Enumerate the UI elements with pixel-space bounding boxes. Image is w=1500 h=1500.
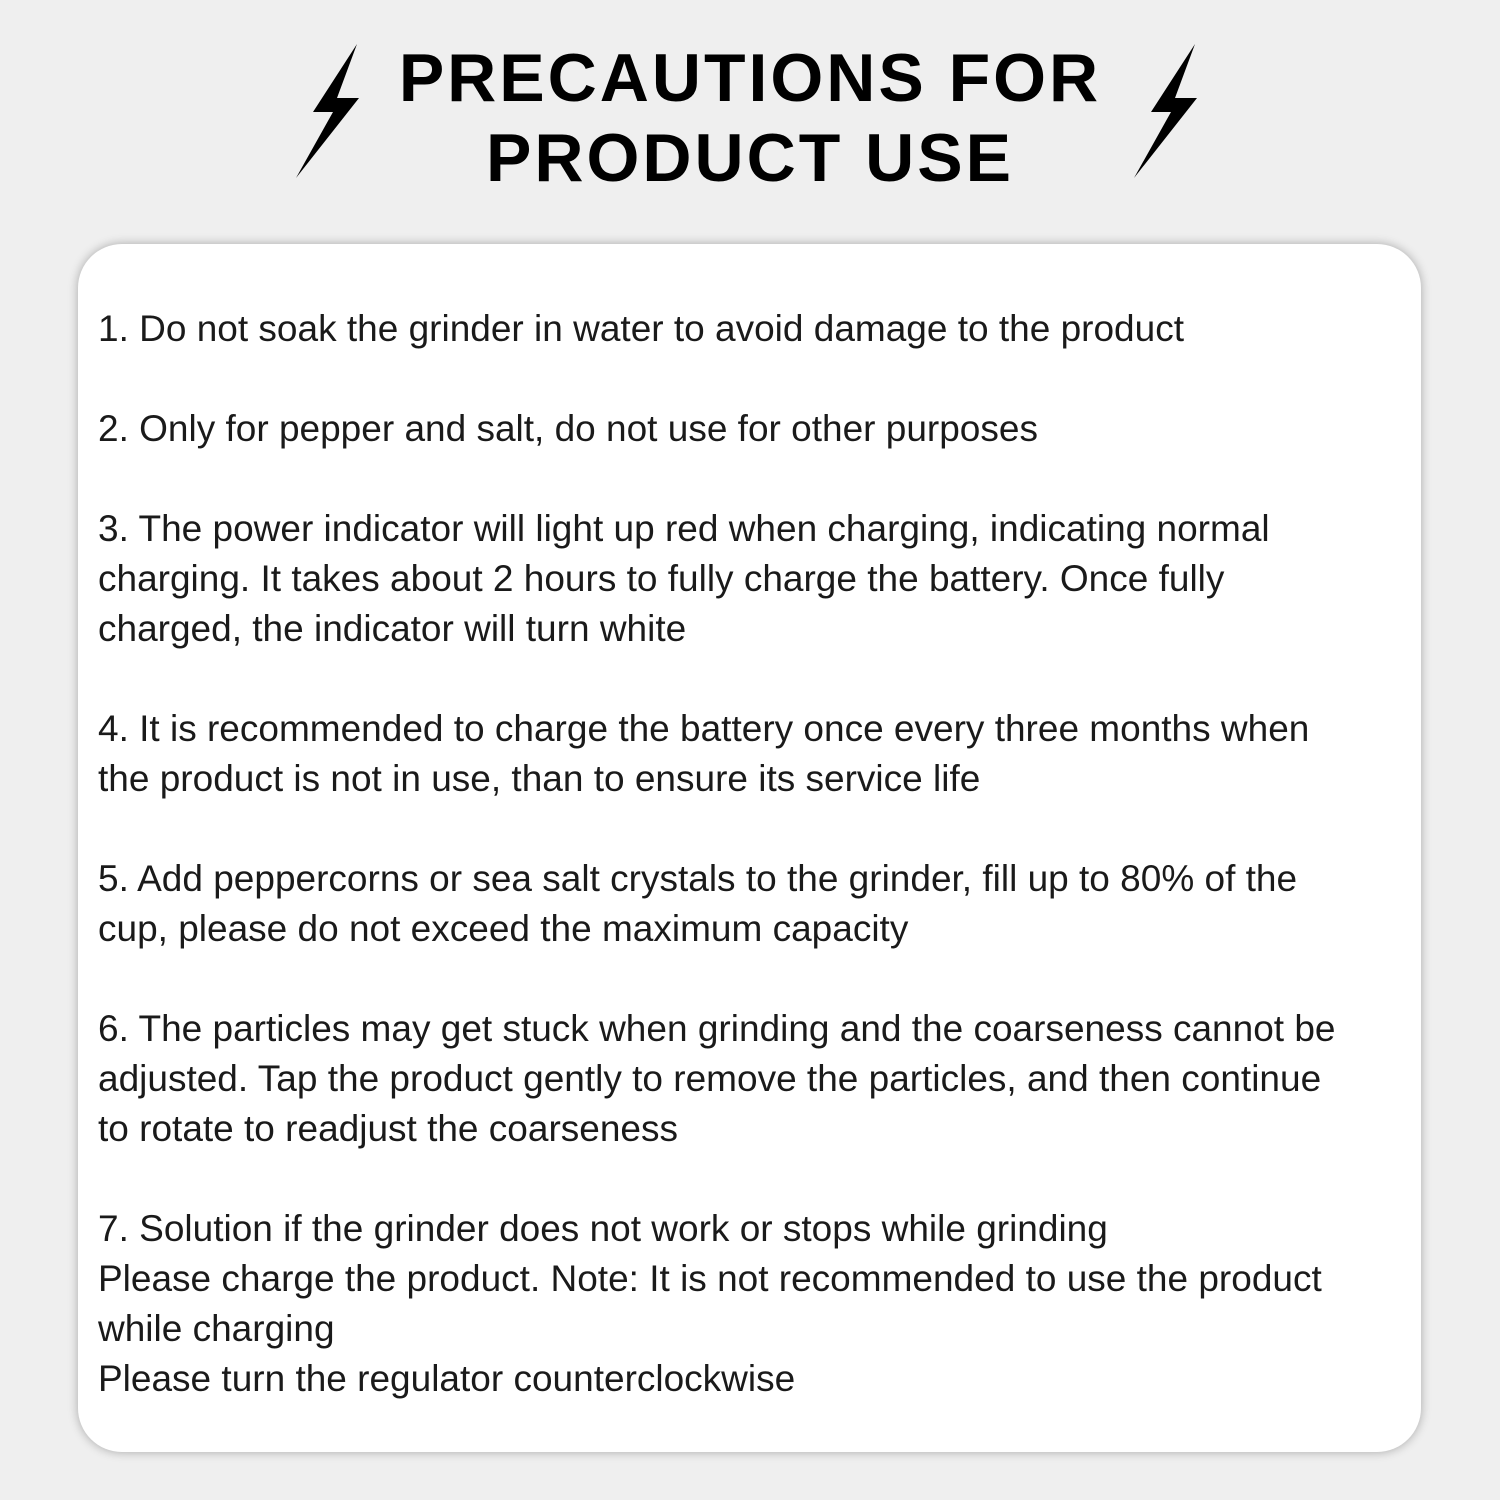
precaution-item-7: [98, 1204, 1408, 1404]
precaution-item-4: [98, 704, 1408, 804]
lightning-bolt-icon: [1131, 44, 1201, 178]
precaution-line: 1. Do not soak the grinder in water to avoid damage to the product: [98, 308, 1184, 349]
precaution-line: 6. The particles may get stuck when grinding and the coarseness cannot be: [98, 1008, 1336, 1049]
precaution-line: 2. Only for pepper and salt, do not use for other purposes: [98, 408, 1038, 449]
precaution-item-5: [98, 854, 1408, 954]
precaution-item-3: [98, 504, 1408, 654]
precaution-item-1: [98, 304, 1408, 354]
precaution-line: 4. It is recommended to charge the battery once every three months when: [98, 708, 1310, 749]
precautions-list: [98, 304, 1408, 1454]
precaution-line: Please charge the product. Note: It is not recommended to use the product: [98, 1258, 1322, 1299]
precaution-line: adjusted. Tap the product gently to remove the particles, and then continue: [98, 1058, 1322, 1099]
precaution-line: charged, the indicator will turn white: [98, 608, 687, 649]
precaution-line: charging. It takes about 2 hours to fully charge the battery. Once fully: [98, 558, 1225, 599]
lightning-bolt-icon: [293, 44, 363, 178]
precautions-card: [78, 244, 1421, 1452]
header: [0, 38, 1500, 208]
precaution-line: 3. The power indicator will light up red when charging, indicating normal: [98, 508, 1270, 549]
precaution-line: while charging: [98, 1308, 335, 1349]
precaution-line: the product is not in use, than to ensure its service life: [98, 758, 981, 799]
precaution-item-2: [98, 404, 1408, 454]
title-line-1: PRECAUTIONS FOR: [398, 40, 1102, 116]
precaution-line: cup, please do not exceed the maximum capacity: [98, 908, 909, 949]
precaution-line: 5. Add peppercorns or sea salt crystals to the grinder, fill up to 80% of the: [98, 858, 1298, 899]
title-line-2: PRODUCT USE: [486, 120, 1014, 196]
precaution-line: to rotate to readjust the coarseness: [98, 1108, 679, 1149]
precaution-line: 7. Solution if the grinder does not work or stops while grinding: [98, 1208, 1108, 1249]
precaution-line: Please turn the regulator counterclockwise: [98, 1358, 796, 1399]
precaution-item-6: [98, 1004, 1408, 1154]
page-title: [360, 38, 1140, 198]
